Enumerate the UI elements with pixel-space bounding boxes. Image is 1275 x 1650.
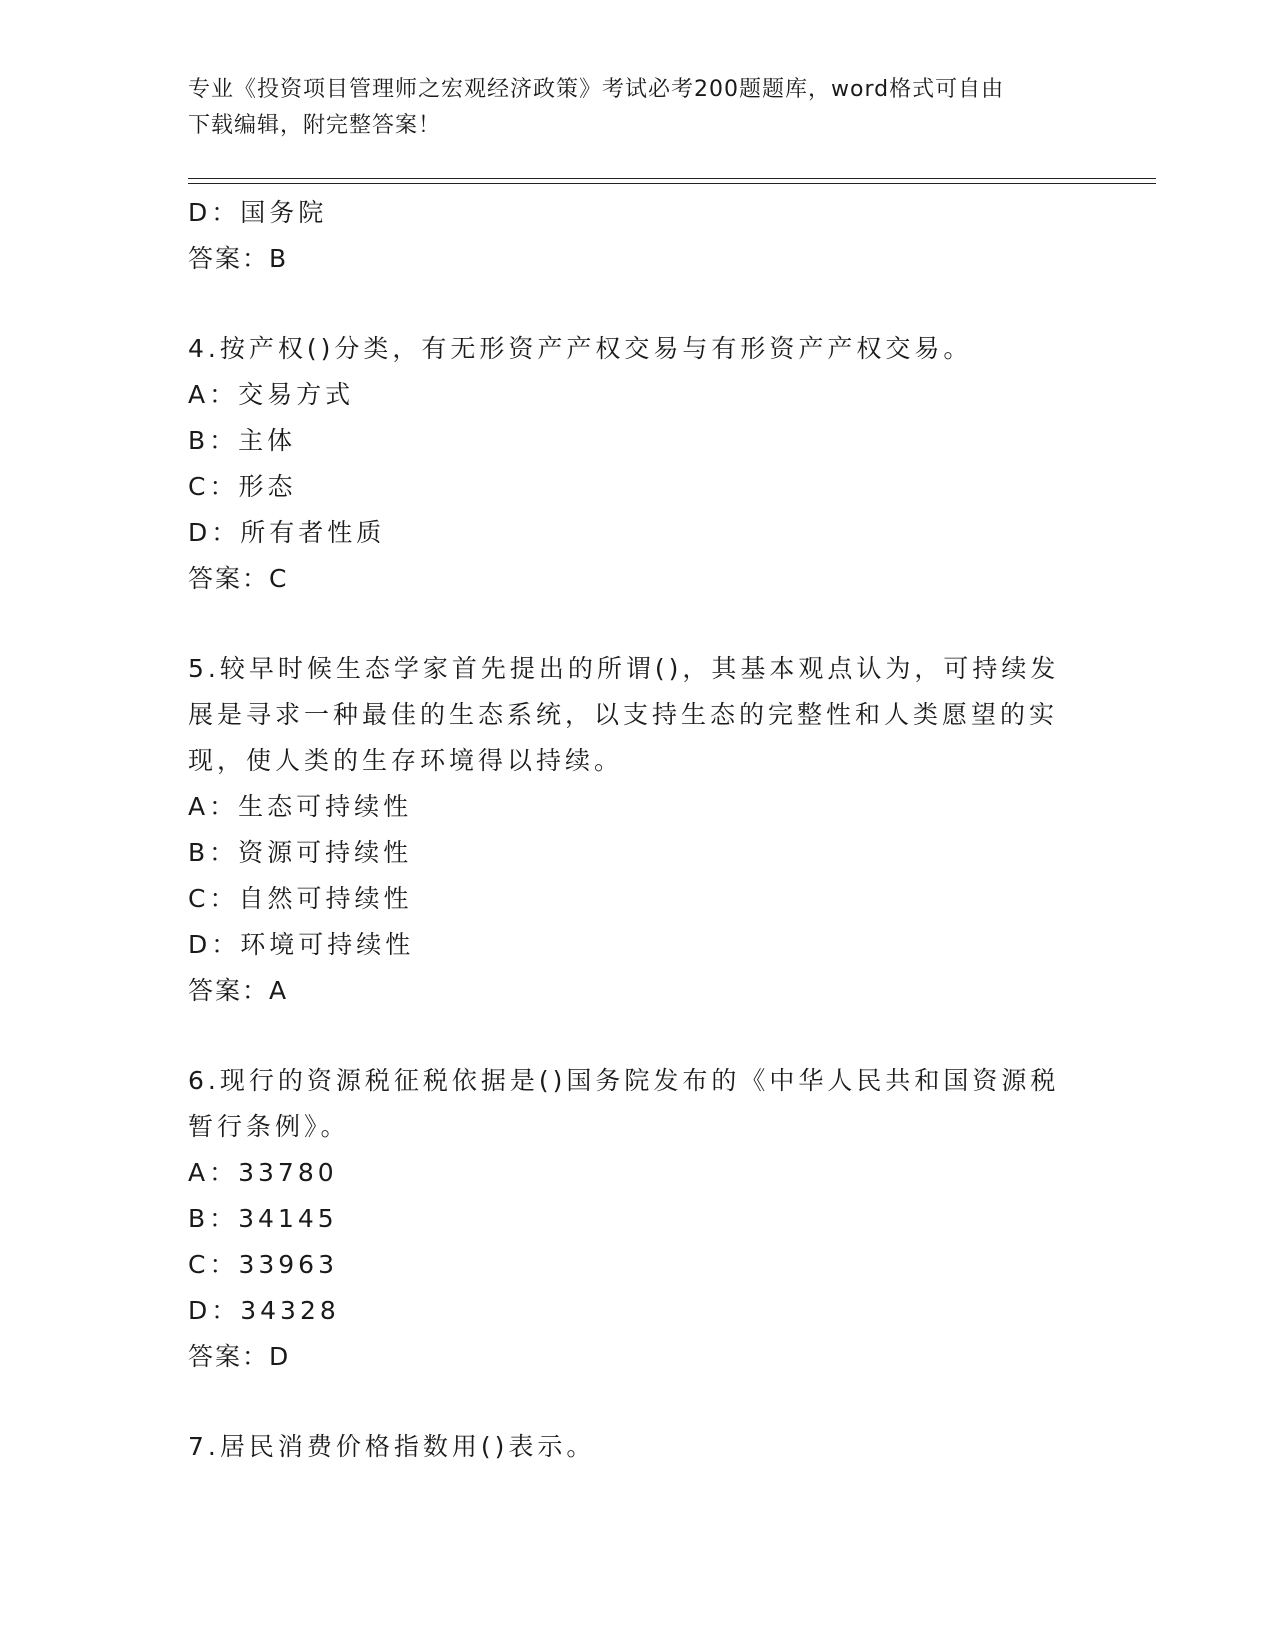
answer-label: 答案：B [188, 244, 289, 273]
question-5 [188, 646, 1068, 1014]
question-text: 4.按产权()分类，有无形资产产权交易与有形资产产权交易。 [188, 334, 973, 363]
answer-label: 答案：C [188, 564, 289, 593]
question-text-line-2: 展是寻求一种最佳的生态系统，以支持生态的完整性和人类愿望的实 [188, 700, 1059, 729]
question-text-line-1: 6.现行的资源税征税依据是()国务院发布的《中华人民共和国资源税 [188, 1066, 1060, 1095]
option-c: C：形态 [188, 472, 297, 501]
answer-label: 答案：D [188, 1342, 291, 1371]
question-7 [188, 1424, 1068, 1470]
question-text: 7.居民消费价格指数用()表示。 [188, 1432, 596, 1461]
question-6 [188, 1058, 1068, 1380]
spacer [188, 602, 1068, 646]
question-text-line-1: 5.较早时候生态学家首先提出的所谓()，其基本观点认为，可持续发 [188, 654, 1060, 683]
option-d: D：所有者性质 [188, 518, 386, 547]
spacer [188, 1014, 1068, 1058]
option-d: D：国务院 [188, 198, 328, 227]
answer-label: 答案：A [188, 976, 289, 1005]
page-header [188, 72, 1068, 144]
spacer [188, 1380, 1068, 1424]
option-d: D：环境可持续性 [188, 930, 415, 959]
option-a: A：33780 [188, 1158, 338, 1187]
option-a: A：生态可持续性 [188, 792, 413, 821]
option-c: C：33963 [188, 1250, 338, 1279]
header-rule-top [188, 178, 1156, 179]
question-text-line-2: 暂行条例》。 [188, 1112, 350, 1141]
option-b: B：主体 [188, 426, 297, 455]
option-c: C：自然可持续性 [188, 884, 413, 913]
header-line-2: 下载编辑，附完整答案！ [188, 113, 442, 138]
question-3-tail [188, 190, 1068, 282]
header-rule-bottom [188, 183, 1156, 184]
option-a: A：交易方式 [188, 380, 355, 409]
question-content [188, 190, 1068, 1470]
question-4 [188, 326, 1068, 602]
option-d: D：34328 [188, 1296, 340, 1325]
question-text-line-3: 现，使人类的生存环境得以持续。 [188, 746, 624, 775]
option-b: B：资源可持续性 [188, 838, 413, 867]
option-b: B：34145 [188, 1204, 338, 1233]
header-line-1: 专业《投资项目管理师之宏观经济政策》考试必考200题题库，word格式可自由 [188, 77, 1005, 102]
spacer [188, 282, 1068, 326]
